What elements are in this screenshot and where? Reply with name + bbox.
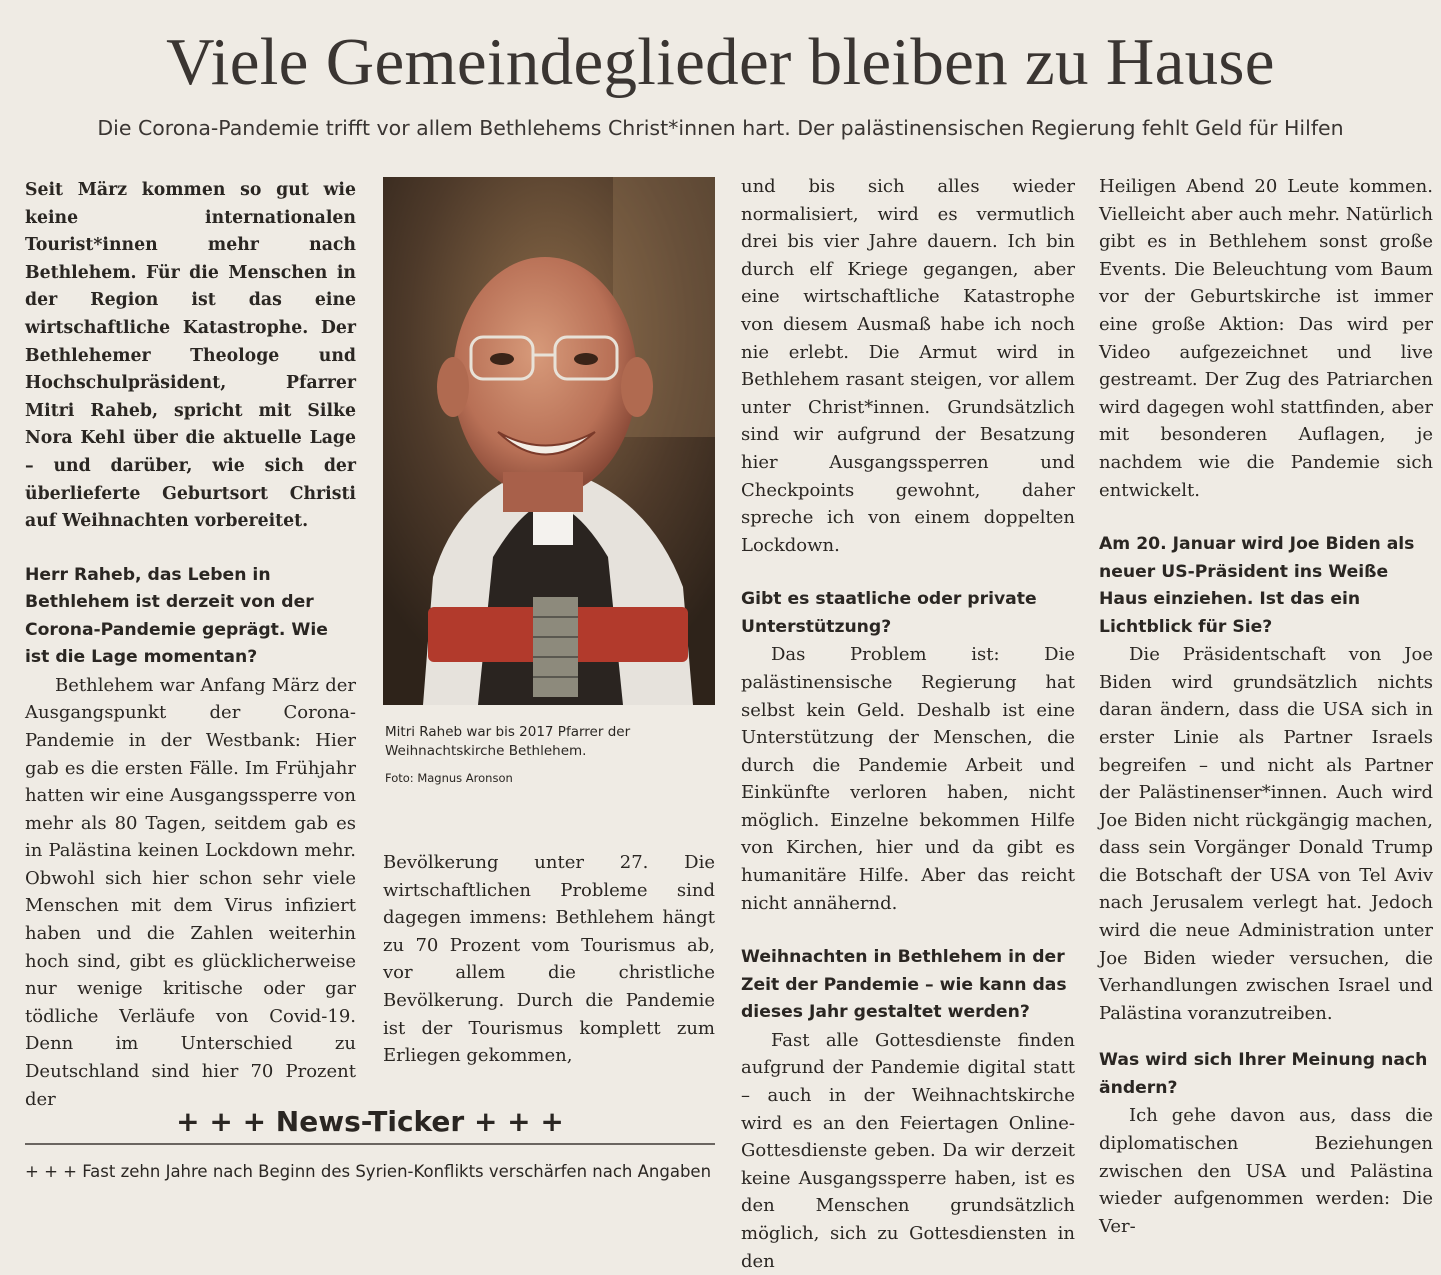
photo-caption: Mitri Raheb war bis 2017 Pfarrer der Weihnachtskirche Bethlehem. xyxy=(385,724,631,759)
answer-2: Das Problem ist: Die palästinensische Regierung hat selbst kein Geld. Deshalb ist eine Unterstützung der Menschen, die durch die Pandemie Arbeit und Einkünfte verloren haben, nicht möglich. Einzelne bekommen Hilfe von Kirchen, hier und da gibt es humanitäre Hilfe. Aber das reicht nicht annähernd. xyxy=(741,644,1075,914)
headline: Viele Gemeindeglieder bleiben zu Hause xyxy=(166,25,1275,99)
paragraph-3-1: und bis sich alles wieder normalisiert, wird es vermutlich drei bis vier Jahre dauern. Ich bin durch elf Kriege gegangen, aber eine wirtschaftliche Katastrophe von diesem Ausmaß habe ich noch nie erlebt. Die Armut wird in Bethlehem rasant steigen, vor allem unter Christ*innen. Grundsätzlich sind wir aufgrund der Besatzung hier Ausgangssperren und Checkpoints gewohnt, daher spreche ich von einem doppelten Lockdown. xyxy=(741,176,1075,556)
column-4 xyxy=(1099,173,1433,1240)
paragraph-4-1: Heiligen Abend 20 Leute kommen. Vielleicht aber auch mehr. Natürlich gibt es in Bethlehem sonst große Events. Die Beleuchtung vom Baum vor der Geburtskirche ist immer eine große Aktion: Das wird per Video aufgezeichnet und live gestreamt. Der Zug des Patriarchen wird dagegen wohl stattfinden, aber mit besonderen Auflagen, je nachdem wie die Pandemie sich entwickelt. xyxy=(1099,176,1433,501)
portrait-illustration xyxy=(383,177,715,705)
column-1 xyxy=(25,177,356,1113)
news-ticker-title: + + + News-Ticker + + + xyxy=(176,1105,564,1138)
question-3: Weihnachten in Bethlehem in der Zeit der Pandemie – wie kann das dieses Jahr gestaltet werden? xyxy=(741,947,1067,1023)
answer-1: Bethlehem war Anfang März der Ausgangspunkt der Corona-Pandemie in der Westbank: Hier gab es die ersten Fälle. Im Frühjahr hatten wir eine Ausgangssperre von mehr als 80 Tagen, seitdem gab es in Palästina keinen Lockdown mehr. Obwohl sich hier schon sehr viele Menschen mit dem Virus infiziert haben und die Zahlen weiterhin hoch sind, gibt es glücklicherweise nur wenige kritische oder gar tödliche Verläufe von Covid-19. Denn im Unterschied zu Deutschland sind hier 70 Prozent der xyxy=(25,674,356,1110)
question-1: Herr Raheb, das Leben in Bethlehem ist derzeit von der Corona-Pandemie geprägt. Wie ist die Lage momentan? xyxy=(25,564,328,668)
subhead: Die Corona-Pandemie trifft vor allem Bethlehems Christ*innen hart. Der palästinensischen Regierung fehlt Geld für Hilfen xyxy=(97,116,1344,140)
column-3 xyxy=(741,173,1075,1275)
answer-3: Fast alle Gottesdienste finden aufgrund der Pandemie digital statt – auch in der Weihnachtskirche wird es an den Feiertagen Online-Gottesdienste geben. Da wir derzeit keine Ausgangssperre haben, ist es den Menschen grundsätzlich möglich, sich zu Gottesdiensten in den xyxy=(741,1029,1075,1272)
answer-4: Die Präsidentschaft von Joe Biden wird grundsätzlich nichts daran ändern, dass die USA sich in erster Linie als Partner Israels begreifen – und nicht als Partner der Palästinenser*innen. Auch wird Joe Biden nicht rückgängig machen, dass sein Vorgänger Donald Trump die Botschaft der USA von Tel Aviv nach Jerusalem verlegt hat. Jedoch wird die neue Administration unter Joe Biden wieder versuchen, die Verhandlungen zwischen Israel und Palästina voranzutreiben. xyxy=(1099,644,1433,1024)
portrait-photo xyxy=(383,177,715,705)
column-2 xyxy=(383,849,715,1070)
question-5: Was wird sich Ihrer Meinung nach ändern? xyxy=(1099,1050,1428,1098)
column-2-text: Bevölkerung unter 27. Die wirtschaftlichen Probleme sind dagegen immens: Bethlehem hängt zu 70 Prozent vom Tourismus ab, vor allem die christliche Bevölkerung. Durch die Pandemie ist der Tourismus komplett zum Erliegen gekommen, xyxy=(383,852,715,1067)
news-ticker-divider xyxy=(25,1143,715,1145)
answer-5: Ich gehe davon aus, dass die diplomatischen Beziehungen zwischen den USA und Palästina wieder aufgenommen werden: Die Ver- xyxy=(1099,1105,1433,1237)
question-2: Gibt es staatliche oder private Unterstützung? xyxy=(741,589,1037,637)
question-4: Am 20. Januar wird Joe Biden als neuer US-Präsident ins Weiße Haus einziehen. Ist das ein Lichtblick für Sie? xyxy=(1099,534,1415,637)
news-ticker-text: + + + Fast zehn Jahre nach Beginn des Syrien-Konflikts verschärfen nach Angaben xyxy=(25,1162,712,1181)
intro-paragraph: Seit März kommen so gut wie keine internationalen Tourist*innen mehr nach Bethlehem. Für die Menschen in der Region ist das eine wirtschaftliche Katastrophe. Der Bethlehemer Theologe und Hochschulpräsident, Pfarrer Mitri Raheb, spricht mit Silke Nora Kehl über die aktuelle Lage – und darüber, wie sich der überlieferte Geburtsort Christi auf Weihnachten vorbereitet. xyxy=(25,180,356,532)
photo-credit: Foto: Magnus Aronson xyxy=(385,771,513,785)
